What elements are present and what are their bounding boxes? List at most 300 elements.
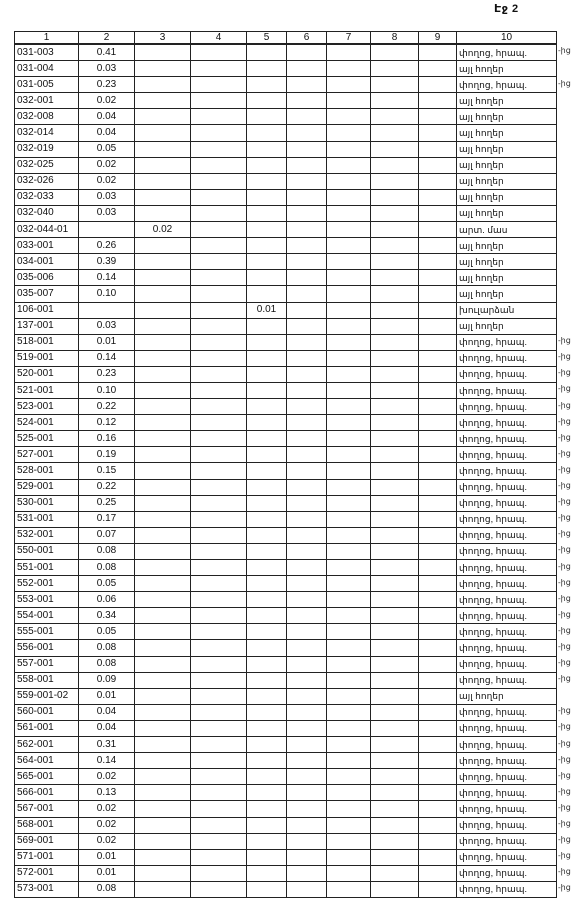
- cell-col-5: [247, 769, 287, 785]
- column-header-3: 3: [135, 32, 191, 45]
- cell-col-3: [135, 431, 191, 447]
- cell-col-2: 0.41: [79, 44, 135, 61]
- cell-col-6: [287, 801, 327, 817]
- cell-col-3: [135, 769, 191, 785]
- cell-col-1: 553-001: [15, 592, 79, 608]
- cell-col-6: [287, 270, 327, 286]
- cell-col-9: [419, 608, 457, 624]
- cell-col-6: [287, 769, 327, 785]
- cell-col-7: [327, 302, 371, 318]
- cell-col-8: [371, 157, 419, 173]
- cell-col-5: [247, 431, 287, 447]
- cell-col-2: 0.05: [79, 576, 135, 592]
- cell-col-5: [247, 157, 287, 173]
- cell-col-6: [287, 865, 327, 881]
- table-row: [15, 302, 557, 318]
- cell-col-3: [135, 238, 191, 254]
- cell-col-4: [191, 44, 247, 61]
- cell-col-8: [371, 109, 419, 125]
- cell-col-4: [191, 511, 247, 527]
- cell-col-10: այլ հողեր: [457, 270, 557, 286]
- cell-col-5: [247, 576, 287, 592]
- cell-col-9: [419, 817, 457, 833]
- cell-col-9: [419, 801, 457, 817]
- margin-mark: -ից: [558, 593, 571, 603]
- cell-col-4: [191, 753, 247, 769]
- cell-col-2: 0.14: [79, 753, 135, 769]
- column-header-4: 4: [191, 32, 247, 45]
- table-row: [15, 125, 557, 141]
- cell-col-8: [371, 479, 419, 495]
- cell-col-8: [371, 608, 419, 624]
- cell-col-1: 573-001: [15, 881, 79, 897]
- cell-col-10: այլ հողեր: [457, 318, 557, 334]
- table-row: [15, 785, 557, 801]
- cell-col-6: [287, 849, 327, 865]
- cell-col-6: [287, 61, 327, 77]
- cell-col-8: [371, 350, 419, 366]
- cell-col-8: [371, 205, 419, 221]
- cell-col-3: [135, 720, 191, 736]
- cell-col-1: 555-001: [15, 624, 79, 640]
- cell-col-3: [135, 624, 191, 640]
- cell-col-8: [371, 737, 419, 753]
- cell-col-3: [135, 511, 191, 527]
- cell-col-9: [419, 366, 457, 382]
- header-row: [15, 32, 557, 45]
- margin-mark: -ից: [558, 625, 571, 635]
- cell-col-8: [371, 270, 419, 286]
- cell-col-2: 0.03: [79, 205, 135, 221]
- table-row: [15, 511, 557, 527]
- cell-col-7: [327, 270, 371, 286]
- cell-col-6: [287, 753, 327, 769]
- cell-col-10: այլ հողեր: [457, 205, 557, 221]
- cell-col-1: 559-001-02: [15, 688, 79, 704]
- margin-mark: -ից: [558, 770, 571, 780]
- cell-col-1: 137-001: [15, 318, 79, 334]
- cell-col-10: փողոց, հրապ.: [457, 801, 557, 817]
- cell-col-1: 032-001: [15, 93, 79, 109]
- cell-col-8: [371, 656, 419, 672]
- cell-col-7: [327, 431, 371, 447]
- cell-col-5: [247, 479, 287, 495]
- cell-col-9: [419, 157, 457, 173]
- cell-col-4: [191, 141, 247, 157]
- cell-col-3: [135, 592, 191, 608]
- table-row: [15, 238, 557, 254]
- table-row: [15, 270, 557, 286]
- table-row: [15, 576, 557, 592]
- cell-col-5: [247, 109, 287, 125]
- cell-col-2: 0.01: [79, 865, 135, 881]
- table-row: [15, 447, 557, 463]
- cell-col-8: [371, 495, 419, 511]
- cell-col-8: [371, 382, 419, 398]
- cell-col-1: 032-025: [15, 157, 79, 173]
- cell-col-7: [327, 753, 371, 769]
- cell-col-10: այլ հողեր: [457, 93, 557, 109]
- cell-col-6: [287, 44, 327, 61]
- cell-col-3: [135, 447, 191, 463]
- cell-col-7: [327, 560, 371, 576]
- cell-col-2: 0.02: [79, 817, 135, 833]
- cell-col-4: [191, 463, 247, 479]
- cell-col-6: [287, 350, 327, 366]
- cell-col-10: փողոց, հրապ.: [457, 447, 557, 463]
- cell-col-6: [287, 592, 327, 608]
- cell-col-7: [327, 592, 371, 608]
- cell-col-3: [135, 495, 191, 511]
- table-row: [15, 318, 557, 334]
- table-row: [15, 817, 557, 833]
- cell-col-2: 0.04: [79, 109, 135, 125]
- cell-col-3: [135, 366, 191, 382]
- cell-col-8: [371, 222, 419, 238]
- cell-col-9: [419, 173, 457, 189]
- cell-col-9: [419, 560, 457, 576]
- cell-col-6: [287, 141, 327, 157]
- cell-col-8: [371, 189, 419, 205]
- cell-col-6: [287, 737, 327, 753]
- cell-col-9: [419, 576, 457, 592]
- cell-col-9: [419, 270, 457, 286]
- cell-col-5: [247, 44, 287, 61]
- cell-col-5: [247, 447, 287, 463]
- cell-col-10: փողոց, հրապ.: [457, 366, 557, 382]
- cell-col-7: [327, 865, 371, 881]
- cell-col-5: [247, 527, 287, 543]
- cell-col-10: փողոց, հրապ.: [457, 350, 557, 366]
- cell-col-9: [419, 205, 457, 221]
- cell-col-4: [191, 447, 247, 463]
- cell-col-2: 0.15: [79, 463, 135, 479]
- cell-col-2: 0.05: [79, 141, 135, 157]
- cell-col-9: [419, 720, 457, 736]
- cell-col-3: [135, 656, 191, 672]
- cell-col-2: 0.26: [79, 238, 135, 254]
- cell-col-7: [327, 849, 371, 865]
- cell-col-9: [419, 382, 457, 398]
- cell-col-10: արտ. մաս: [457, 222, 557, 238]
- table-row: [15, 109, 557, 125]
- cell-col-8: [371, 560, 419, 576]
- cell-col-3: [135, 61, 191, 77]
- cell-col-2: 0.19: [79, 447, 135, 463]
- cell-col-7: [327, 189, 371, 205]
- cell-col-5: [247, 254, 287, 270]
- margin-mark: -ից: [558, 819, 571, 828]
- cell-col-6: [287, 688, 327, 704]
- cell-col-5: [247, 415, 287, 431]
- cell-col-5: [247, 382, 287, 398]
- cell-col-7: [327, 737, 371, 753]
- cell-col-1: 562-001: [15, 737, 79, 753]
- table-row: [15, 543, 557, 559]
- cell-col-3: [135, 173, 191, 189]
- cell-col-2: 0.02: [79, 801, 135, 817]
- cell-col-6: [287, 720, 327, 736]
- cell-col-8: [371, 302, 419, 318]
- cell-col-2: 0.01: [79, 688, 135, 704]
- cell-col-8: [371, 753, 419, 769]
- cell-col-10: փողոց, հրապ.: [457, 720, 557, 736]
- cell-col-4: [191, 865, 247, 881]
- cell-col-3: [135, 205, 191, 221]
- cell-col-8: [371, 447, 419, 463]
- cell-col-4: [191, 543, 247, 559]
- cell-col-5: [247, 624, 287, 640]
- cell-col-3: [135, 865, 191, 881]
- cell-col-1: 532-001: [15, 527, 79, 543]
- cell-col-8: [371, 769, 419, 785]
- cell-col-9: [419, 479, 457, 495]
- cell-col-4: [191, 77, 247, 93]
- cell-col-7: [327, 141, 371, 157]
- cell-col-6: [287, 415, 327, 431]
- cell-col-10: փողոց, հրապ.: [457, 785, 557, 801]
- cell-col-7: [327, 415, 371, 431]
- column-header-7: 7: [327, 32, 371, 45]
- cell-col-4: [191, 656, 247, 672]
- table-row: [15, 753, 557, 769]
- margin-mark: -ից: [558, 529, 571, 539]
- cell-col-9: [419, 61, 457, 77]
- cell-col-3: [135, 576, 191, 592]
- cell-col-8: [371, 688, 419, 704]
- table-row: [15, 479, 557, 495]
- cell-col-5: [247, 334, 287, 350]
- cell-col-8: [371, 801, 419, 817]
- cell-col-6: [287, 672, 327, 688]
- cell-col-8: [371, 527, 419, 543]
- cell-col-1: 035-007: [15, 286, 79, 302]
- cell-col-7: [327, 624, 371, 640]
- cell-col-3: [135, 560, 191, 576]
- cell-col-10: այլ հողեր: [457, 109, 557, 125]
- cell-col-8: [371, 399, 419, 415]
- cell-col-5: [247, 720, 287, 736]
- cell-col-4: [191, 479, 247, 495]
- cell-col-9: [419, 495, 457, 511]
- table-row: [15, 189, 557, 205]
- cell-col-9: [419, 463, 457, 479]
- cell-col-2: 0.02: [79, 833, 135, 849]
- cell-col-4: [191, 560, 247, 576]
- cell-col-4: [191, 720, 247, 736]
- cell-col-6: [287, 399, 327, 415]
- cell-col-1: 032-033: [15, 189, 79, 205]
- cell-col-7: [327, 672, 371, 688]
- cell-col-6: [287, 125, 327, 141]
- cell-col-7: [327, 463, 371, 479]
- table-row: [15, 157, 557, 173]
- cell-col-10: փողոց, հրապ.: [457, 656, 557, 672]
- cell-col-1: 032-014: [15, 125, 79, 141]
- table-row: [15, 672, 557, 688]
- cell-col-1: 531-001: [15, 511, 79, 527]
- cell-col-3: [135, 109, 191, 125]
- cell-col-2: 0.08: [79, 656, 135, 672]
- cell-col-6: [287, 334, 327, 350]
- cell-col-9: [419, 769, 457, 785]
- cell-col-4: [191, 302, 247, 318]
- cell-col-10: փողոց, հրապ.: [457, 849, 557, 865]
- cell-col-10: փողոց, հրապ.: [457, 865, 557, 881]
- margin-mark: -ից: [558, 336, 571, 346]
- cell-col-1: 550-001: [15, 543, 79, 559]
- cell-col-6: [287, 640, 327, 656]
- margin-mark: -ից: [558, 802, 571, 812]
- cell-col-7: [327, 238, 371, 254]
- cell-col-8: [371, 511, 419, 527]
- cell-col-3: [135, 527, 191, 543]
- cell-col-8: [371, 640, 419, 656]
- cell-col-1: 523-001: [15, 399, 79, 415]
- cell-col-3: [135, 77, 191, 93]
- cell-col-8: [371, 415, 419, 431]
- margin-mark: -ից: [558, 577, 571, 587]
- cell-col-2: 0.34: [79, 608, 135, 624]
- cell-col-7: [327, 576, 371, 592]
- cell-col-5: [247, 688, 287, 704]
- margin-mark: -ից: [558, 416, 571, 426]
- cell-col-8: [371, 238, 419, 254]
- cell-col-7: [327, 366, 371, 382]
- table-row: [15, 77, 557, 93]
- cell-col-1: 524-001: [15, 415, 79, 431]
- cell-col-9: [419, 688, 457, 704]
- table-row: [15, 801, 557, 817]
- column-header-9: 9: [419, 32, 457, 45]
- cell-col-1: 565-001: [15, 769, 79, 785]
- cell-col-9: [419, 318, 457, 334]
- cell-col-8: [371, 592, 419, 608]
- cell-col-2: 0.08: [79, 640, 135, 656]
- cell-col-10: փողոց, հրապ.: [457, 640, 557, 656]
- cell-col-9: [419, 431, 457, 447]
- column-header-6: 6: [287, 32, 327, 45]
- cell-col-5: [247, 366, 287, 382]
- cell-col-2: 0.22: [79, 399, 135, 415]
- cell-col-1: 527-001: [15, 447, 79, 463]
- cell-col-10: փողոց, հրապ.: [457, 592, 557, 608]
- margin-mark: -ից: [558, 464, 571, 474]
- cell-col-8: [371, 141, 419, 157]
- cell-col-10: այլ հողեր: [457, 238, 557, 254]
- cell-col-10: այլ հողեր: [457, 125, 557, 141]
- cell-col-6: [287, 881, 327, 897]
- cell-col-10: փողոց, հրապ.: [457, 576, 557, 592]
- cell-col-2: 0.14: [79, 270, 135, 286]
- cell-col-4: [191, 576, 247, 592]
- cell-col-6: [287, 431, 327, 447]
- table-row: [15, 44, 557, 61]
- cell-col-4: [191, 61, 247, 77]
- cell-col-9: [419, 656, 457, 672]
- cell-col-7: [327, 93, 371, 109]
- cell-col-7: [327, 881, 371, 897]
- cell-col-2: 0.03: [79, 318, 135, 334]
- cell-col-4: [191, 173, 247, 189]
- cell-col-7: [327, 511, 371, 527]
- margin-mark: -ից: [558, 722, 571, 732]
- cell-col-10: փողոց, հրապ.: [457, 479, 557, 495]
- cell-col-2: 0.02: [79, 173, 135, 189]
- cell-col-2: 0.10: [79, 382, 135, 398]
- cell-col-2: 0.04: [79, 704, 135, 720]
- cell-col-5: [247, 399, 287, 415]
- cell-col-5: [247, 495, 287, 511]
- cell-col-1: 567-001: [15, 801, 79, 817]
- cell-col-5: [247, 189, 287, 205]
- cell-col-5: [247, 61, 287, 77]
- table-row: [15, 141, 557, 157]
- table-row: [15, 865, 557, 881]
- table-row: [15, 849, 557, 865]
- cell-col-2: 0.08: [79, 560, 135, 576]
- margin-mark: -ից: [558, 658, 571, 668]
- cell-col-10: փողոց, հրապ.: [457, 463, 557, 479]
- cell-col-9: [419, 624, 457, 640]
- cell-col-4: [191, 205, 247, 221]
- cell-col-8: [371, 833, 419, 849]
- cell-col-3: [135, 881, 191, 897]
- cell-col-9: [419, 785, 457, 801]
- cell-col-6: [287, 511, 327, 527]
- cell-col-2: 0.02: [79, 93, 135, 109]
- cell-col-10: փողոց, հրապ.: [457, 737, 557, 753]
- cell-col-2: 0.25: [79, 495, 135, 511]
- cell-col-5: [247, 737, 287, 753]
- cell-col-2: 0.14: [79, 350, 135, 366]
- cell-col-1: 031-003: [15, 44, 79, 61]
- cell-col-4: [191, 785, 247, 801]
- cell-col-5: [247, 801, 287, 817]
- cell-col-8: [371, 463, 419, 479]
- cell-col-7: [327, 479, 371, 495]
- cell-col-10: փողոց, հրապ.: [457, 527, 557, 543]
- cell-col-10: այլ հողեր: [457, 61, 557, 77]
- cell-col-8: [371, 881, 419, 897]
- cell-col-2: 0.08: [79, 881, 135, 897]
- cell-col-6: [287, 624, 327, 640]
- cell-col-6: [287, 222, 327, 238]
- cell-col-6: [287, 704, 327, 720]
- cell-col-2: 0.13: [79, 785, 135, 801]
- cell-col-3: [135, 543, 191, 559]
- cell-col-9: [419, 640, 457, 656]
- cell-col-1: 521-001: [15, 382, 79, 398]
- cell-col-4: [191, 270, 247, 286]
- cell-col-7: [327, 608, 371, 624]
- cell-col-6: [287, 817, 327, 833]
- cell-col-4: [191, 399, 247, 415]
- cell-col-9: [419, 302, 457, 318]
- cell-col-10: փողոց, հրապ.: [457, 881, 557, 897]
- cell-col-6: [287, 254, 327, 270]
- cell-col-1: 525-001: [15, 431, 79, 447]
- cell-col-10: փողոց, հրապ.: [457, 495, 557, 511]
- cell-col-6: [287, 560, 327, 576]
- cell-col-4: [191, 640, 247, 656]
- cell-col-3: [135, 463, 191, 479]
- table-row: [15, 205, 557, 221]
- margin-mark: -ից: [558, 706, 571, 716]
- cell-col-3: [135, 125, 191, 141]
- cell-col-9: [419, 849, 457, 865]
- cell-col-3: [135, 688, 191, 704]
